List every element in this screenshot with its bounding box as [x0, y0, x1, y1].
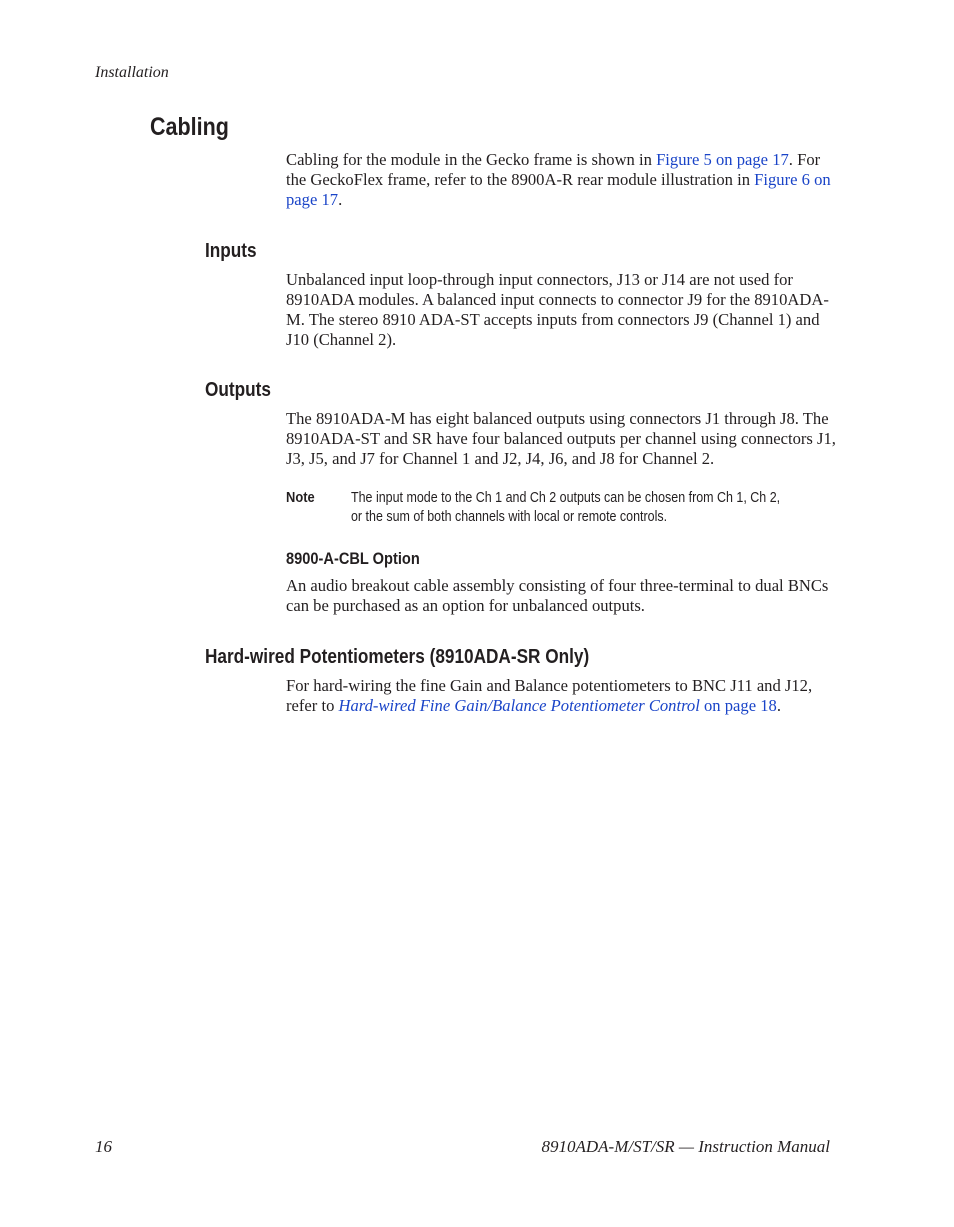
hardwired-text-1: For hard-wiring the fine Gain and Balance potentiometers to BNC J11 and J12, refer to: [286, 676, 813, 715]
cbl-option-paragraph: An audio breakout cable assembly consisting of four three-terminal to dual BNCs can be purchased as an option for unbalanced outputs.: [286, 576, 829, 615]
link-figure-5[interactable]: Figure 5 on page 17: [656, 150, 789, 169]
page-number: 16: [95, 1137, 112, 1156]
subsection-title-inputs: Inputs: [205, 240, 257, 262]
link-figure-6[interactable]: Figure 6 on page 17: [286, 170, 831, 209]
link-page-18[interactable]: on page 18: [699, 696, 777, 715]
note-line-1: The input mode to the Ch 1 and Ch 2 outputs can be chosen from Ch 1, Ch 2,: [351, 490, 781, 506]
link-hardwired-control[interactable]: Hard-wired Fine Gain/Balance Potentiometer Control: [338, 696, 700, 715]
outputs-paragraph: The 8910ADA-M has eight balanced outputs using connectors J1 through J8. The 8910ADA-ST and SR have four balanced outputs per channel using connectors J1, J3, J5, and J7 for Channel 1 and J2, J4, J6, and J8 for Channel 2.: [286, 409, 836, 468]
cabling-text-1: Cabling for the module in the Gecko frame is shown in: [286, 150, 657, 169]
note-label: Note: [286, 489, 315, 506]
inputs-paragraph: Unbalanced input loop-through input connectors, J13 or J14 are not used for 8910ADA modules. A balanced input connects to connector J9 for the 8910ADA-M. The stereo 8910 ADA-ST accepts inputs from connectors J9 (Channel 1) and J10 (Channel 2).: [286, 270, 829, 349]
subsection-title-hardwired: Hard-wired Potentiometers (8910ADA-SR Only): [205, 646, 590, 668]
subsection-title-outputs: Outputs: [205, 379, 271, 401]
subsection-title-cbl-option: 8900-A-CBL Option: [286, 549, 420, 568]
hardwired-paragraph: [286, 676, 836, 716]
note-line-2: or the sum of both channels with local or remote controls.: [351, 509, 668, 525]
cabling-text-3: .: [338, 190, 343, 209]
cabling-text-2: . For the GeckoFlex frame, refer to the 8900A-R rear module illustration in: [286, 150, 821, 189]
section-title-cabling: Cabling: [150, 113, 229, 141]
running-header: Installation: [95, 64, 169, 81]
note-text: [351, 489, 833, 527]
cabling-paragraph: [286, 150, 836, 210]
manual-title: 8910ADA-M/ST/SR — Instruction Manual: [541, 1137, 830, 1156]
hardwired-text-2: .: [776, 696, 781, 715]
